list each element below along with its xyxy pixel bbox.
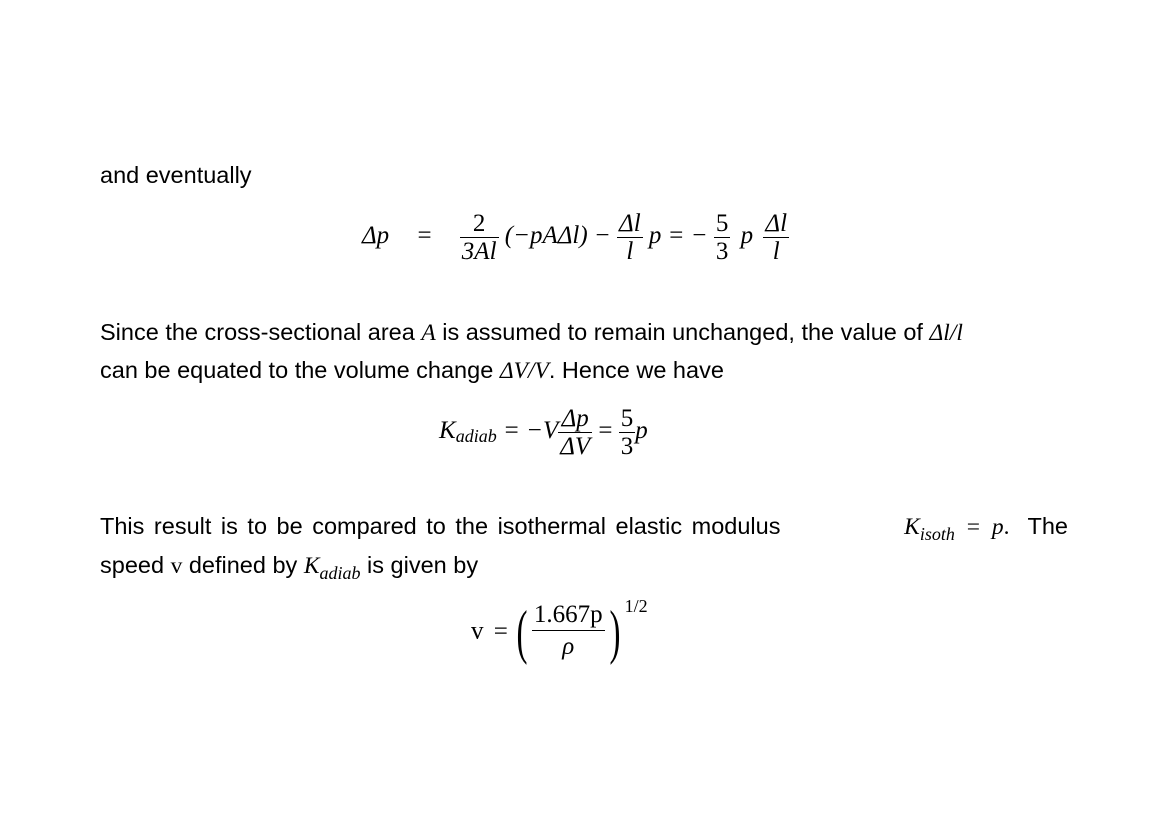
- equation-speed: [471, 596, 648, 665]
- paragraph-area: [100, 313, 963, 352]
- eq3-v: v: [471, 617, 484, 645]
- eq3-frac: [532, 600, 605, 663]
- eq2-frac1: [558, 405, 592, 460]
- eq1-frac1-den: 3Al: [461, 238, 497, 265]
- eq1-p: p: [740, 222, 754, 250]
- intro-text: and eventually: [100, 162, 252, 188]
- paragraph-compare-line2: [100, 546, 478, 586]
- eq3-den: ρ: [562, 633, 575, 660]
- eq2-p: p: [635, 417, 648, 445]
- p3-p: p: [991, 514, 1004, 540]
- p2-b: is assumed to remain unchanged, the value of: [435, 319, 930, 345]
- eq1-paren: (−pAΔl) −: [504, 222, 611, 250]
- eq1-frac4: [763, 210, 789, 265]
- p2-dl: Δl/l: [929, 320, 963, 346]
- eq1-frac3-den: 3: [715, 238, 729, 265]
- eq3-lparen: (: [516, 598, 528, 665]
- eq3-num: 1.667p: [532, 600, 605, 631]
- eq1-mid: p = −: [648, 222, 708, 250]
- eq2-frac2-num: 5: [620, 405, 634, 432]
- eq2-frac2-den: 3: [620, 433, 634, 460]
- eq1-frac3: [714, 210, 731, 265]
- equation-k-adiab: [439, 405, 648, 460]
- eq2-frac1-num: Δp: [558, 405, 592, 433]
- p3-dot: .: [1003, 514, 1010, 540]
- eq2-equals: =: [598, 417, 613, 445]
- p2-c: can be equated to the volume change: [100, 357, 500, 383]
- eq3-equals: =: [493, 617, 508, 645]
- eq3-rparen: ): [609, 598, 621, 665]
- paragraph-area-line2: [100, 351, 724, 390]
- eq2-K: K: [439, 417, 456, 445]
- p3-eq: =: [960, 514, 986, 540]
- eq1-frac2: [617, 210, 643, 265]
- p3-the: The: [1027, 513, 1068, 539]
- paragraph-compare: [100, 507, 1068, 547]
- p3-sub: isoth: [919, 524, 955, 544]
- eq3-exponent: 1/2: [624, 596, 648, 616]
- eq1-frac1: [460, 210, 499, 265]
- p3-c: defined by: [182, 552, 304, 578]
- eq1-frac1-num: 2: [460, 210, 499, 238]
- p3-d: is given by: [360, 552, 479, 578]
- p3-K2: K: [303, 553, 320, 579]
- eq1-frac4-den: l: [772, 238, 780, 265]
- eq2-sub: adiab: [455, 426, 497, 447]
- p3-K: K: [904, 514, 920, 540]
- eq1-lhs: Δp: [362, 222, 390, 250]
- eq1-frac2-den: l: [626, 238, 634, 265]
- eq1-frac4-num: Δl: [765, 210, 788, 237]
- eq2-mid: = −V: [502, 417, 559, 445]
- p3-a: This result is to be compared to the isothermal elastic modulus: [100, 513, 781, 539]
- eq2-frac2: [619, 405, 636, 460]
- p2-d: . Hence we have: [548, 357, 724, 383]
- p3-v: v: [170, 553, 183, 579]
- eq1-frac2-num: Δl: [619, 210, 641, 237]
- p3-b: speed: [100, 552, 171, 578]
- eq1-equals: =: [417, 222, 432, 250]
- equation-delta-p: [362, 210, 789, 265]
- p2-dv: ΔV/V: [499, 358, 549, 384]
- p3-sub2: adiab: [319, 563, 361, 583]
- p2-A: A: [421, 320, 436, 346]
- eq2-frac1-den: ΔV: [560, 433, 591, 460]
- eq1-frac3-num: 5: [715, 210, 729, 237]
- p2-a: Since the cross-sectional area: [100, 319, 422, 345]
